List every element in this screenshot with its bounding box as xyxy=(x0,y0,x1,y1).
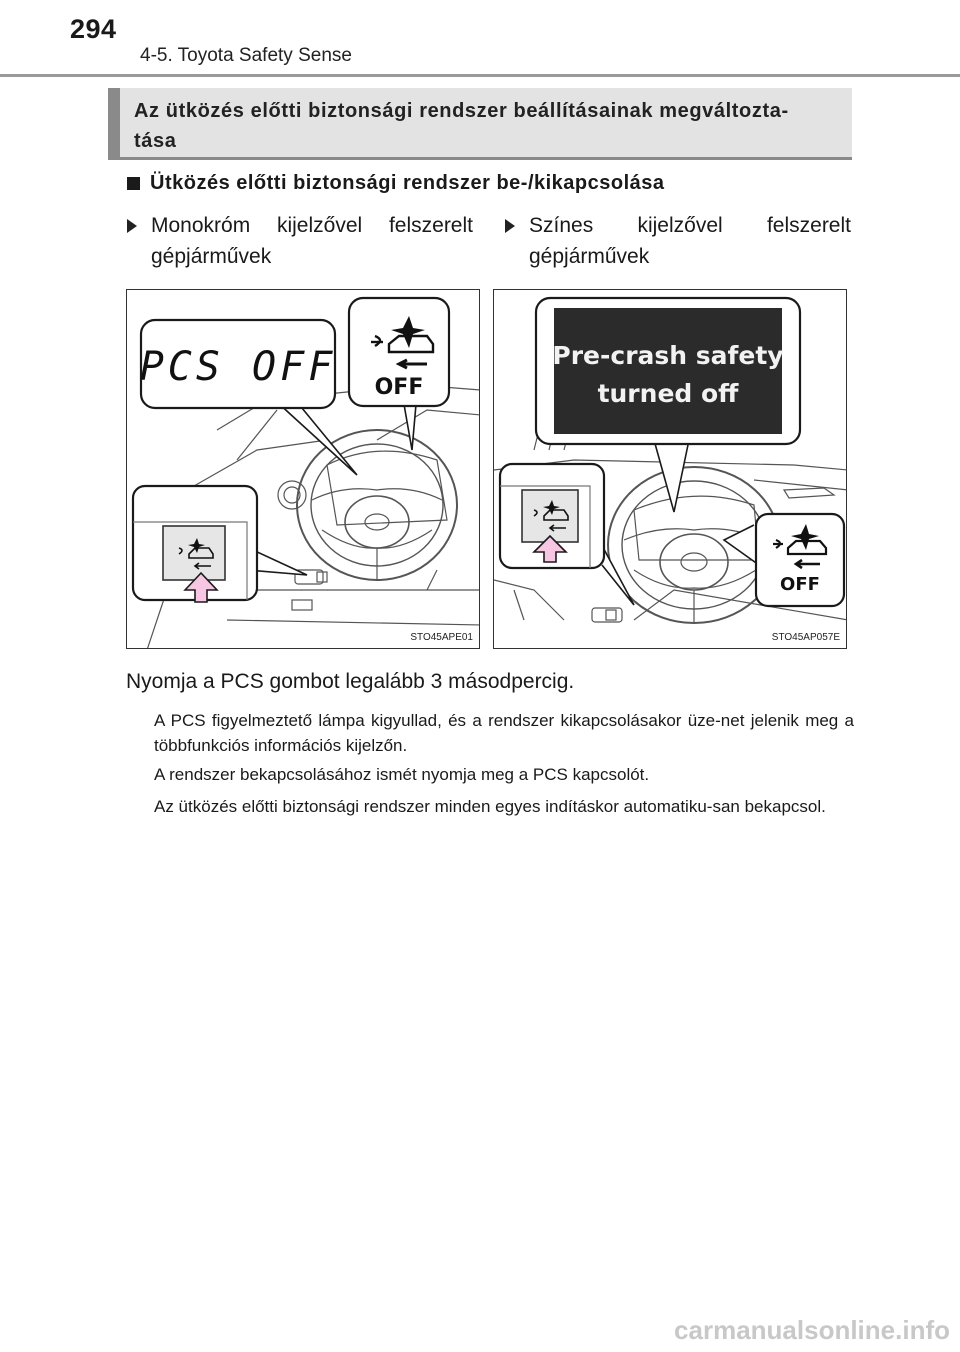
right-column-label xyxy=(505,210,851,272)
section-title-line2: tása xyxy=(134,130,177,152)
color-dashboard-illustration xyxy=(494,290,847,649)
pre-crash-display-line1: Pre-crash safety xyxy=(552,341,784,370)
pcs-off-display-text: PCS OFF xyxy=(139,344,337,390)
section-title xyxy=(108,88,852,160)
triangle-bullet-icon xyxy=(127,219,137,233)
paragraph-2: A rendszer bekapcsolásához ismét nyomja meg a PCS kapcsolót. xyxy=(154,765,650,784)
monochrome-dashboard-illustration xyxy=(127,290,480,649)
right-column-label-text: Színes kijelzővel felszerelt gépjárművek xyxy=(529,214,851,268)
triangle-bullet-icon xyxy=(505,219,515,233)
color-display-screen xyxy=(554,308,782,434)
pcs-off-icon-label: OFF xyxy=(780,574,820,595)
page-number: 294 xyxy=(70,14,117,44)
paragraph-3: Az ütközés előtti biztonsági rendszer minden egyes indításkor automatiku-san bekapcsol. xyxy=(154,797,826,816)
instruction-text: Nyomja a PCS gombot legalább 3 másodpercig. xyxy=(126,670,575,693)
square-bullet-icon xyxy=(127,177,140,190)
left-column-label-text: Monokróm kijelzővel felszerelt gépjárművek xyxy=(151,214,473,268)
figure-code: STO45AP057E xyxy=(771,632,840,643)
chapter-title: 4-5. Toyota Safety Sense xyxy=(140,45,352,66)
left-column-label xyxy=(127,210,473,272)
sub-heading xyxy=(127,172,665,195)
pcs-off-icon-label: OFF xyxy=(374,375,424,400)
monochrome-display-figure xyxy=(126,289,480,649)
watermark: carmanualsonline.info xyxy=(674,1315,950,1345)
color-display-figure xyxy=(493,289,847,649)
pcs-switch-button xyxy=(163,526,225,580)
sub-heading-text: Ütközés előtti biztonsági rendszer be-/kikapcsolása xyxy=(150,172,665,194)
section-title-line1: Az ütközés előtti biztonsági rendszer beállításainak megváltozta- xyxy=(134,100,789,122)
paragraph-1: A PCS figyelmeztető lámpa kigyullad, és a rendszer kikapcsolásakor üze-net jelenik meg a többfunkciós információs kijelzőn. xyxy=(154,711,854,755)
header-divider xyxy=(0,74,960,77)
pcs-switch-button xyxy=(522,490,578,542)
pre-crash-display-line2: turned off xyxy=(597,379,739,408)
figure-code: STO45APE01 xyxy=(410,632,473,643)
